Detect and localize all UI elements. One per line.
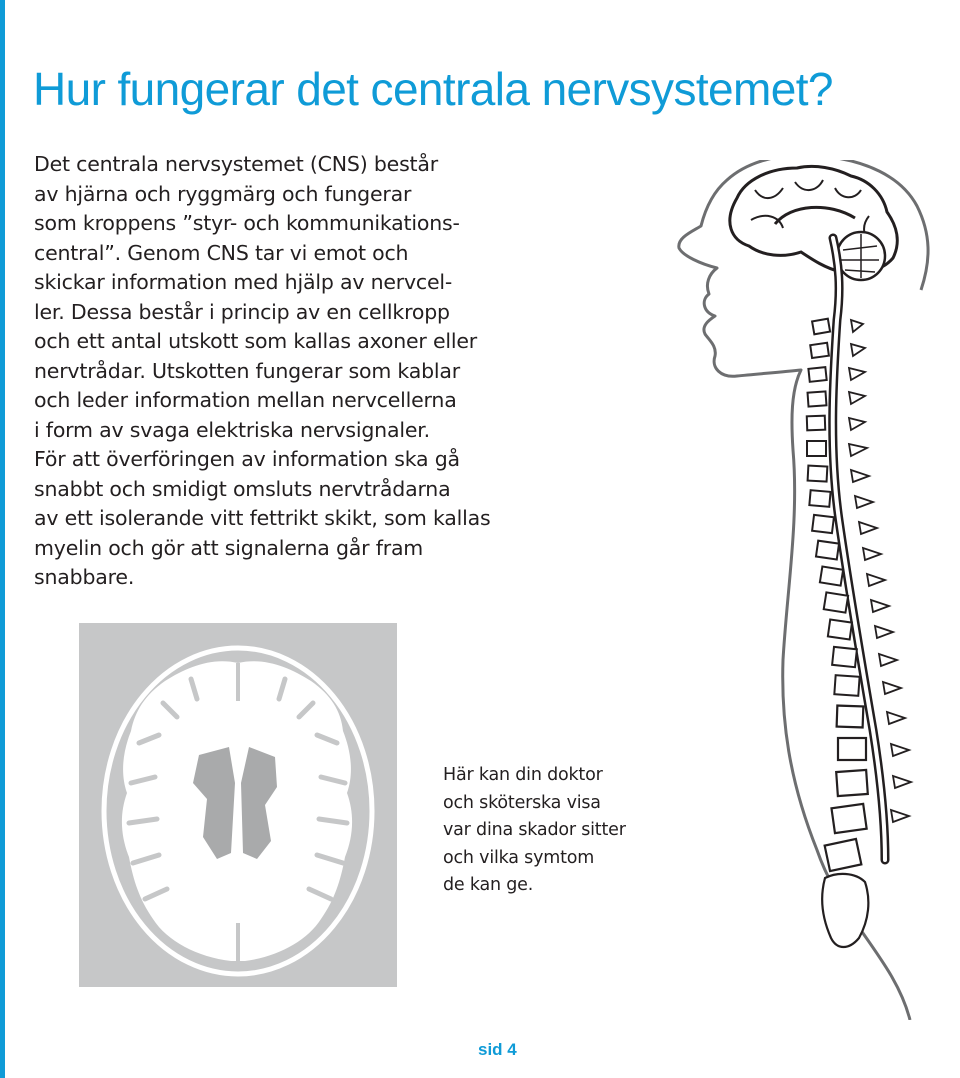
- page-title: Hur fungerar det centrala nervsystemet?: [33, 63, 833, 115]
- body-line: snabbare.: [34, 565, 135, 589]
- body-line: av hjärna och ryggmärg och fungerar: [34, 181, 412, 206]
- page-number: sid 4: [478, 1040, 517, 1059]
- body-line: ler. Dessa består i princip av en cellkropp: [34, 299, 450, 324]
- body-line: skickar information med hjälp av nervcel-: [34, 270, 453, 294]
- body-line: som kroppens ”styr- och kommunikations-: [34, 211, 460, 235]
- caption-line: de kan ge.: [443, 875, 534, 895]
- body-line: av ett isolerande vitt fettrikt skikt, som kallas: [34, 506, 491, 530]
- caption-line: Här kan din doktor: [443, 765, 603, 785]
- body-line: Det centrala nervsystemet (CNS) består: [34, 152, 438, 176]
- body-line: myelin och gör att signalerna går fram: [34, 535, 424, 560]
- body-line: i form av svaga elektriska nervsignaler.: [34, 417, 430, 442]
- vertebrae-cervical: [807, 319, 830, 456]
- accent-bar: [0, 0, 5, 1078]
- caption-line: var dina skador sitter: [443, 820, 626, 840]
- sacrum: [822, 874, 868, 947]
- body-line: snabbt och smidigt omsluts nervtrådarna: [34, 476, 451, 501]
- body-line: och ett antal utskott som kallas axoner eller: [34, 329, 478, 353]
- illustration-caption: [443, 762, 626, 900]
- brain-mri-slice-illustration: [79, 623, 397, 987]
- caption-line: och vilka symtom: [443, 847, 595, 868]
- brain-white-matter: [122, 661, 352, 961]
- head-body-outline: [679, 160, 928, 1020]
- body-line: central”. Genom CNS tar vi emot och: [34, 240, 409, 265]
- body-line: och leder information mellan nervcellerna: [34, 388, 457, 412]
- body-paragraph: [34, 150, 504, 593]
- human-profile-brain-spine-illustration: [665, 160, 960, 1020]
- body-line: nervtrådar. Utskotten fungerar som kablar: [34, 358, 460, 383]
- body-line: För att överföringen av information ska gå: [34, 447, 460, 471]
- vertebrae-lumbar: [825, 706, 868, 871]
- caption-line: och sköterska visa: [443, 792, 601, 813]
